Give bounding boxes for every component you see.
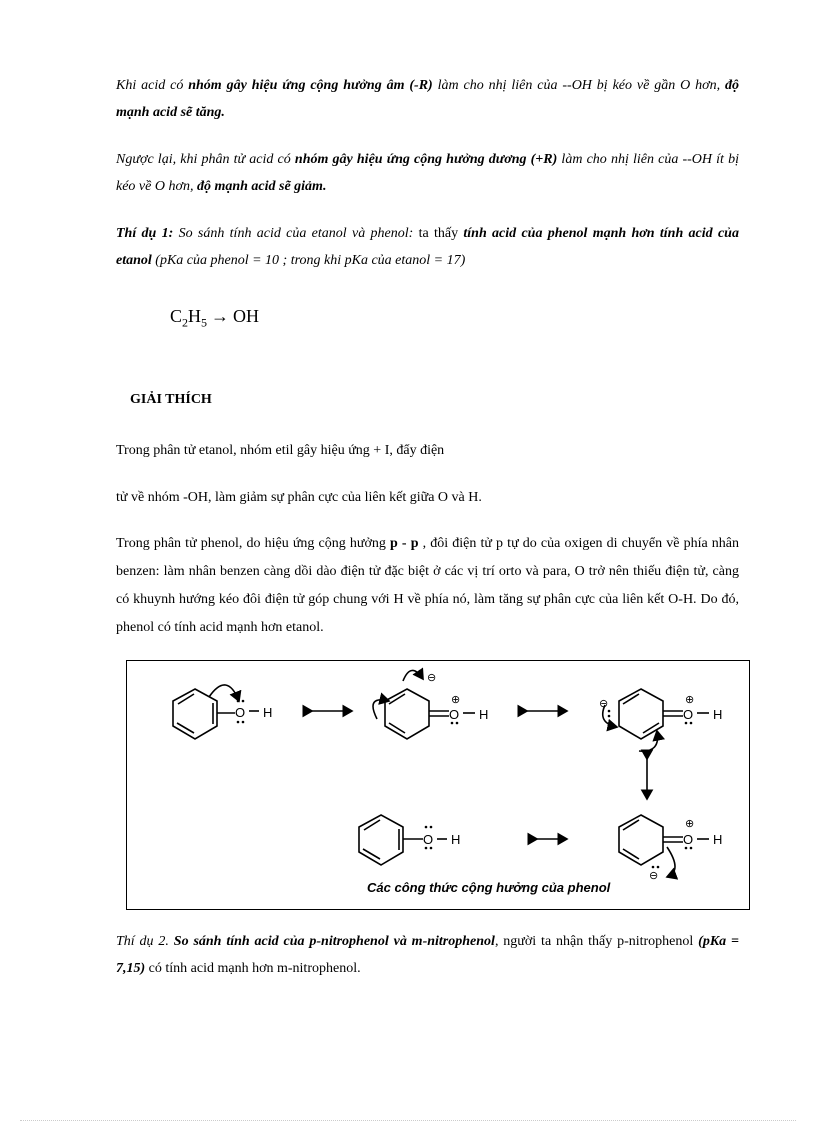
structure-phenol-1 [173,685,259,739]
oxygen-label: O [683,832,694,847]
hydrogen-label: H [263,705,273,720]
explanation-ethanol-2: tử về nhóm -OH, làm giảm sự phân cực của liên kết giữa O và H. [116,490,482,505]
negative-charge-icon: ⊖ [649,870,659,882]
example-1: Thí dụ 1: So sánh tính acid của etanol và phenol: ta thấy tính acid của phenol mạnh hơn tính acid của etanol (pKa của phenol = 10 ; trong khi pKa của etanol = 17) [116,226,739,268]
structure-phenol-5 [619,815,709,877]
positive-charge-icon: ⊕ [685,818,695,830]
explanation-phenol: Trong phân tử phenol, do hiệu ứng cộng hưởng p - p , đôi điện tử p tự do của oxigen di chuyển về phía nhân benzen: làm nhân benzen càng dồi dào điện tử đặc biệt ở các vị trí orto và para, O trở nên thiếu điện tử, càng có khuynh hướng kéo đôi điện tử góp chung với H về phía nó, làm tăng sự phân cực của liên kết O-H. Do đó, phenol có tính acid mạnh hơn etanol. [116,536,740,635]
section-heading: GIẢI THÍCH [130,392,212,407]
ethanol-formula: $C_2H_5$ → OH [170,306,260,330]
figure-caption: Các công thức cộng hưởng của phenol [367,880,611,895]
paragraph-resonance-negative: Khi acid có nhóm gây hiệu ứng cộng hưởng âm (-R) làm cho nhị liên của --OH bị kéo về gần O hơn, độ mạnh acid sẽ tăng. [116,78,739,120]
explanation-ethanol-1: Trong phân tử etanol, nhóm etil gây hiệu ứng + I, đẩy điện [116,443,445,458]
negative-charge-icon: ⊖ [427,672,437,684]
hydrogen-label: H [451,832,461,847]
hydrogen-label: H [479,707,489,722]
oxygen-label: O [235,705,246,720]
oxygen-label: O [423,832,434,847]
resonance-structures-diagram [127,661,749,909]
resonance-figure [126,660,750,910]
positive-charge-icon: ⊕ [451,694,461,706]
positive-charge-icon: ⊕ [685,694,695,706]
hydrogen-label: H [713,832,723,847]
hydrogen-label: H [713,707,723,722]
oxygen-label: O [683,707,694,722]
oxygen-label: O [449,707,460,722]
structure-phenol-4 [359,815,447,865]
page-bottom-divider [20,1120,796,1121]
example-2: Thí dụ 2. So sánh tính acid của p-nitrophenol và m-nitrophenol, người ta nhận thấy p-nitrophenol (pKa = 7,15) có tính acid mạnh hơn m-nitrophenol. [116,934,740,976]
negative-charge-icon: ⊖ [599,698,609,710]
paragraph-resonance-positive: Ngược lại, khi phân tử acid có nhóm gây hiệu ứng cộng hưởng dương (+R) làm cho nhị liên của --OH ít bị kéo về O hơn, độ mạnh acid sẽ giảm. [116,152,739,194]
inductive-arrow: → [211,306,230,326]
